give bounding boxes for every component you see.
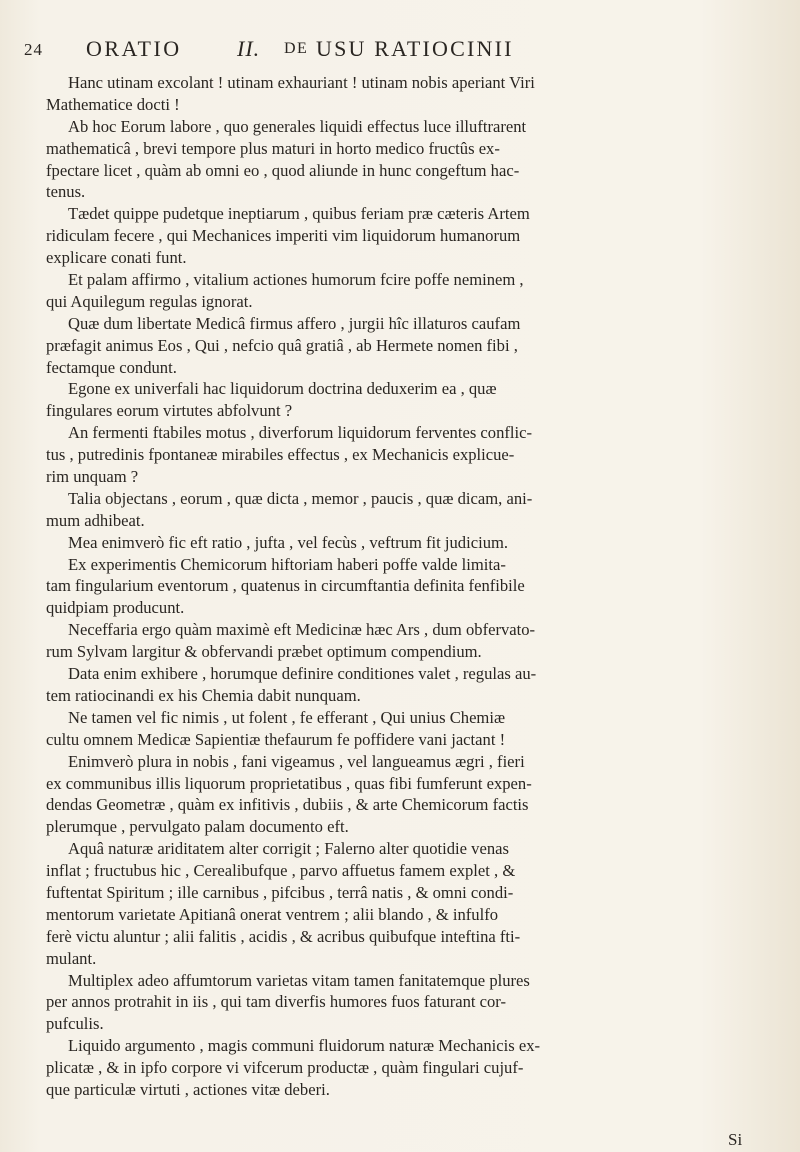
text-line: fingulares eorum virtutes abfolvunt ? — [46, 401, 293, 421]
catchword: Si — [728, 1130, 743, 1149]
text-line: ridiculam fecere , qui Mechanices imperiti vim liquidorum humanorum — [46, 226, 521, 246]
text-line: mentorum varietate Apitianâ onerat ventrem ; alii blando , & infulfo — [46, 904, 499, 924]
text-line: mum adhibeat. — [46, 510, 145, 530]
text-line: fpectare licet , quàm ab omni eo , quod aliunde in hunc congeftum hac- — [46, 160, 520, 180]
text-line: ferè victu aluntur ; alii falitis , acidis , & acribus quibufque inteftina fti- — [46, 926, 521, 946]
text-line: Et palam affirmo , vitalium actiones humorum fcire poffe neminem , — [68, 270, 524, 290]
text-line: fectamque condunt. — [46, 357, 177, 377]
text-line: An fermenti ftabiles motus , diverforum liquidorum ferventes conflic- — [68, 423, 533, 443]
text-line: tem ratiocinandi ex his Chemia dabit nunquam. — [46, 685, 361, 705]
page-number: 24 — [24, 40, 43, 59]
text-line: Quæ dum libertate Medicâ firmus affero , jurgii hîc illaturos caufam — [68, 313, 521, 333]
header-title-oratio: ORATIO — [86, 36, 182, 61]
text-line: Neceffaria ergo quàm maximè eft Medicinæ hæc Ars , dum obfervato- — [68, 620, 536, 640]
text-line: tenus. — [46, 182, 86, 202]
text-line: quidpiam producunt. — [46, 598, 185, 618]
text-line: præfagit animus Eos , Qui , nefcio quâ gratiâ , ab Hermete nomen fibi , — [46, 335, 518, 355]
header-title-roman-numeral: II. — [237, 36, 261, 61]
header-title-subject: USU RATIOCINII — [316, 36, 514, 61]
text-line: dendas Geometræ , quàm ex infitivis , dubiis , & arte Chemicorum factis — [46, 795, 529, 815]
text-line: Aquâ naturæ ariditatem alter corrigit ; Falerno alter quotidie venas — [68, 839, 509, 859]
text-line: Ab hoc Eorum labore , quo generales liquidi effectus luce illuftrarent — [68, 116, 527, 136]
text-line: rim unquam ? — [46, 467, 139, 487]
text-line: mathematicâ , brevi tempore plus maturi in horto medico fructûs ex- — [46, 138, 500, 158]
text-line: que particulæ virtuti , actiones vitæ deberi. — [46, 1079, 330, 1099]
text-line: mulant. — [46, 948, 97, 968]
text-line: per annos protrahit in iis , qui tam diverfis humores fuos faturant cor- — [46, 992, 507, 1012]
text-body — [46, 72, 766, 1101]
text-line: Mea enimverò fic eft ratio , jufta , vel fecùs , veftrum fit judicium. — [68, 532, 509, 552]
text-line: Data enim exhibere , horumque definire conditiones valet , regulas au- — [68, 664, 537, 684]
text-line: ex communibus illis liquorum proprietatibus , quas fibi fumferunt expen- — [46, 773, 532, 793]
text-line: fuftentat Spiritum ; ille carnibus , pifcibus , terrâ natis , & omni condi- — [46, 882, 514, 902]
text-line: pufculis. — [46, 1014, 104, 1034]
text-line: Enimverò plura in nobis , fani vigeamus , vel langueamus ægri , fieri — [68, 751, 525, 771]
text-line: qui Aquilegum regulas ignorat. — [46, 291, 253, 311]
text-line: rum Sylvam largitur & obfervandi præbet optimum compendium. — [46, 642, 482, 662]
header-title-de: DE — [284, 40, 309, 57]
text-line: tam fingularium eventorum , quatenus in circumftantia definita fenfibile — [46, 576, 525, 596]
text-line: inflat ; fructubus hic , Cerealibufque , parvo affuetus famem explet , & — [46, 861, 516, 881]
text-line: Liquido argumento , magis communi fluidorum naturæ Mechanicis ex- — [68, 1036, 541, 1056]
text-line: plicatæ , & in ipfo corpore vi vifcerum productæ , quàm fingulari cujuf- — [46, 1058, 524, 1078]
text-line: Hanc utinam excolant ! utinam exhauriant ! utinam nobis aperiant Viri — [68, 73, 535, 92]
text-line: plerumque , pervulgato palam documento eft. — [46, 817, 349, 837]
text-line: tus , putredinis fpontaneæ mirabiles effectus , ex Mechanicis explicue- — [46, 445, 515, 465]
text-line: Mathematice docti ! — [46, 94, 180, 114]
text-line: Ne tamen vel fic nimis , ut folent , fe efferant , Qui unius Chemiæ — [68, 707, 506, 727]
text-line: explicare conati funt. — [46, 248, 187, 268]
text-line: cultu omnem Medicæ Sapientiæ thefaurum fe poffidere vani jactant ! — [46, 729, 506, 749]
running-header — [24, 36, 784, 70]
text-line: Ex experimentis Chemicorum hiftoriam haberi poffe valde limita- — [68, 554, 506, 574]
text-line: Tædet quippe pudetque ineptiarum , quibus feriam præ cæteris Artem — [68, 204, 530, 224]
text-line: Egone ex univerfali hac liquidorum doctrina deduxerim ea , quæ — [68, 379, 497, 399]
text-line: Talia objectans , eorum , quæ dicta , memor , paucis , quæ dicam, ani- — [68, 488, 533, 508]
text-line: Multiplex adeo affumtorum varietas vitam tamen fanitatemque plures — [68, 970, 530, 990]
